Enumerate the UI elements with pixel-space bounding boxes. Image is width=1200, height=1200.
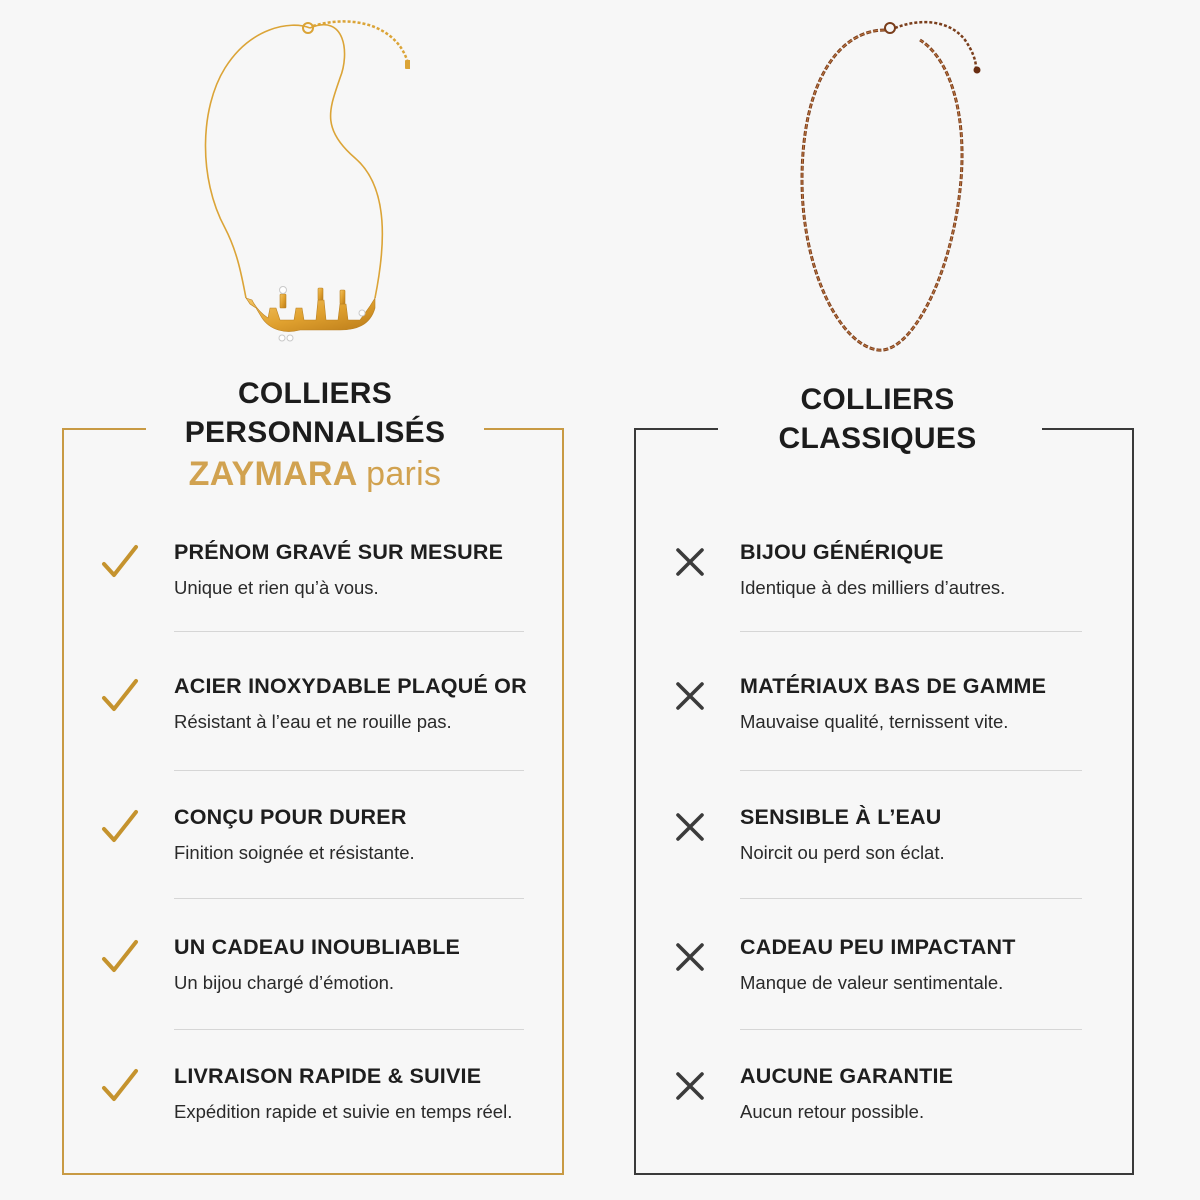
feature-description: Noircit ou perd son éclat.	[740, 842, 945, 863]
feature-item	[64, 540, 562, 650]
feature-description: Mauvaise qualité, ternissent vite.	[740, 711, 1009, 732]
feature-description: Expédition rapide et suivie en temps réel.	[174, 1101, 513, 1122]
heading-line-2: PERSONNALISÉS	[184, 416, 446, 449]
divider	[174, 898, 524, 899]
card-top-border	[484, 428, 562, 430]
feature-description: Identique à des milliers d’autres.	[740, 577, 1006, 598]
feature-title: SENSIBLE À L’EAU	[740, 805, 942, 829]
feature-title: AUCUNE GARANTIE	[740, 1064, 954, 1088]
cross-icon	[670, 937, 710, 977]
feature-description: Manque de valeur sentimentale.	[740, 972, 1004, 993]
feature-item	[64, 674, 562, 784]
feature-title: MATÉRIAUX BAS DE GAMME	[740, 674, 1047, 698]
heading-line-1: COLLIERS	[800, 383, 955, 416]
feature-description: Aucun retour possible.	[740, 1101, 925, 1122]
feature-title: PRÉNOM GRAVÉ SUR MESURE	[174, 540, 504, 564]
cross-icon	[670, 807, 710, 847]
feature-title: LIVRAISON RAPIDE & SUIVIE	[174, 1064, 482, 1088]
feature-item	[636, 674, 1132, 784]
heading-line-1: COLLIERS	[237, 377, 393, 410]
feature-title: ACIER INOXYDABLE PLAQUÉ OR	[174, 674, 527, 698]
divider	[740, 1029, 1082, 1030]
feature-title: BIJOU GÉNÉRIQUE	[740, 540, 944, 564]
feature-item	[636, 1064, 1132, 1174]
feature-item	[64, 1064, 562, 1174]
feature-description: Un bijou chargé d’émotion.	[174, 972, 395, 993]
check-icon	[100, 937, 140, 977]
check-icon	[100, 542, 140, 582]
personalized-card	[62, 428, 564, 1175]
classic-column	[600, 0, 1200, 1200]
divider	[740, 631, 1082, 632]
feature-description: Résistant à l’eau et ne rouille pas.	[174, 711, 452, 732]
cross-icon	[670, 1066, 710, 1106]
card-top-border	[636, 428, 718, 430]
check-icon	[100, 807, 140, 847]
divider	[740, 770, 1082, 771]
feature-title: CONÇU POUR DURER	[174, 805, 407, 829]
check-icon	[100, 1066, 140, 1106]
brand-name: ZAYMARA	[188, 455, 357, 493]
divider	[740, 898, 1082, 899]
check-icon	[100, 676, 140, 716]
feature-title: UN CADEAU INOUBLIABLE	[174, 935, 461, 959]
gold-name-necklace-image	[180, 8, 410, 358]
cross-icon	[670, 542, 710, 582]
feature-description: Unique et rien qu’à vous.	[174, 577, 379, 598]
divider	[174, 1029, 524, 1030]
card-top-border	[1042, 428, 1132, 430]
heading-line-2: CLASSIQUES	[778, 422, 977, 455]
card-top-border	[64, 428, 146, 430]
divider	[174, 631, 524, 632]
cross-icon	[670, 676, 710, 716]
classic-card	[634, 428, 1134, 1175]
feature-description: Finition soignée et résistante.	[174, 842, 415, 863]
feature-title: CADEAU PEU IMPACTANT	[740, 935, 1016, 959]
brand-suffix: paris	[366, 455, 442, 493]
plain-chain-necklace-image	[790, 10, 1000, 370]
divider	[174, 770, 524, 771]
feature-item	[636, 540, 1132, 650]
